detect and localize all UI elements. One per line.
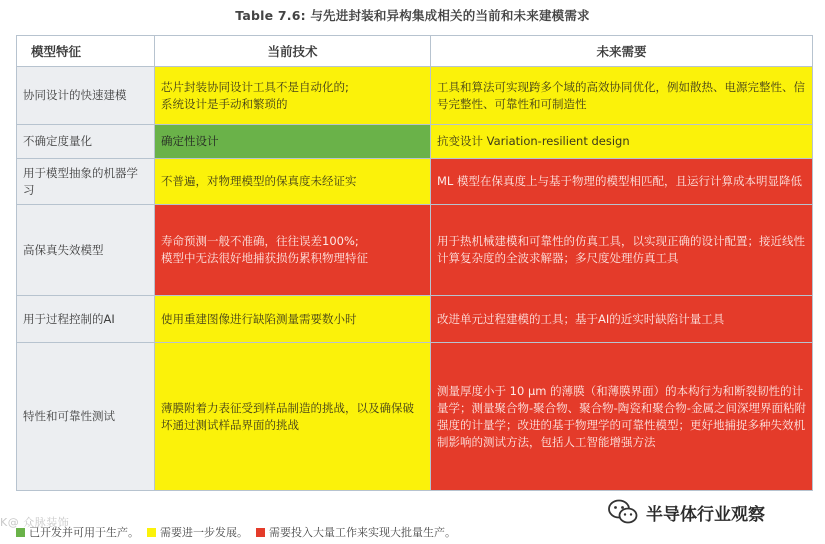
corner-watermark: K@ 众脉装饰: [0, 516, 70, 529]
table-title: Table 7.6: 与先进封装和异构集成相关的当前和未来建模需求: [235, 8, 590, 23]
row-current: 芯片封装协同设计工具不是自动化的; 系统设计是手动和繁琐的: [155, 67, 431, 125]
header-feature: 模型特征: [17, 36, 155, 67]
row-future: 测量厚度小于 10 μm 的薄膜（和薄膜界面）的本构行为和断裂韧性的计量学；测量聚合物-聚合物、聚合物-陶瓷和聚合物-金属之间深埋界面粘附强度的计量学；改进的基于物理学的可靠性模型；更好地捕捉多种失效机制影响的测试方法，包括人工智能增强方法: [431, 343, 813, 491]
row-feature: 不确定度量化: [17, 125, 155, 159]
table-row: [17, 205, 813, 296]
color-legend: [14, 524, 456, 540]
wechat-account-name: 半导体行业观察: [646, 504, 765, 525]
wechat-watermark: [604, 497, 769, 527]
legend-swatch-red: [256, 528, 265, 537]
row-feature: 用于过程控制的AI: [17, 296, 155, 343]
wechat-icon: [608, 499, 638, 525]
row-future: 工具和算法可实现跨多个域的高效协同优化，例如散热、电源完整性、信号完整性、可靠性和可制造性: [431, 67, 813, 125]
table-row: [17, 159, 813, 205]
header-future: 未来需要: [431, 36, 813, 67]
row-future: 用于热机械建模和可靠性的仿真工具，以实现正确的设计配置；接近线性计算复杂度的全波求解器；多尺度处理仿真工具: [431, 205, 813, 296]
row-feature: 特性和可靠性测试: [17, 343, 155, 491]
header-current: 当前技术: [155, 36, 431, 67]
row-feature: 高保真失效模型: [17, 205, 155, 296]
row-current: 寿命预测一般不准确，往往误差100%; 模型中无法很好地捕获损伤累积物理特征: [155, 205, 431, 296]
legend-text: 需要进一步发展。: [160, 526, 248, 539]
row-current: 不普遍，对物理模型的保真度未经证实: [155, 159, 431, 205]
row-current: 薄膜附着力表征受到样品制造的挑战，以及确保破坏通过测试样品界面的挑战: [155, 343, 431, 491]
row-feature: 协同设计的快速建模: [17, 67, 155, 125]
table-row: [17, 125, 813, 159]
modeling-needs-table: [16, 35, 813, 491]
legend-text: 需要投入大量工作来实现大批量生产。: [269, 526, 456, 539]
row-feature: 用于模型抽象的机器学习: [17, 159, 155, 205]
row-current: 使用重建图像进行缺陷测量需要数小时: [155, 296, 431, 343]
row-future: ML 模型在保真度上与基于物理的模型相匹配，且运行计算成本明显降低: [431, 159, 813, 205]
legend-text: 已开发并可用于生产。: [29, 526, 139, 539]
row-current: 确定性设计: [155, 125, 431, 159]
table-header-row: [17, 36, 813, 67]
table-row: [17, 296, 813, 343]
row-future: 改进单元过程建模的工具；基于AI的近实时缺陷计量工具: [431, 296, 813, 343]
table-row: [17, 343, 813, 491]
legend-swatch-yellow: [147, 528, 156, 537]
row-future: 抗变设计 Variation-resilient design: [431, 125, 813, 159]
table-row: [17, 67, 813, 125]
